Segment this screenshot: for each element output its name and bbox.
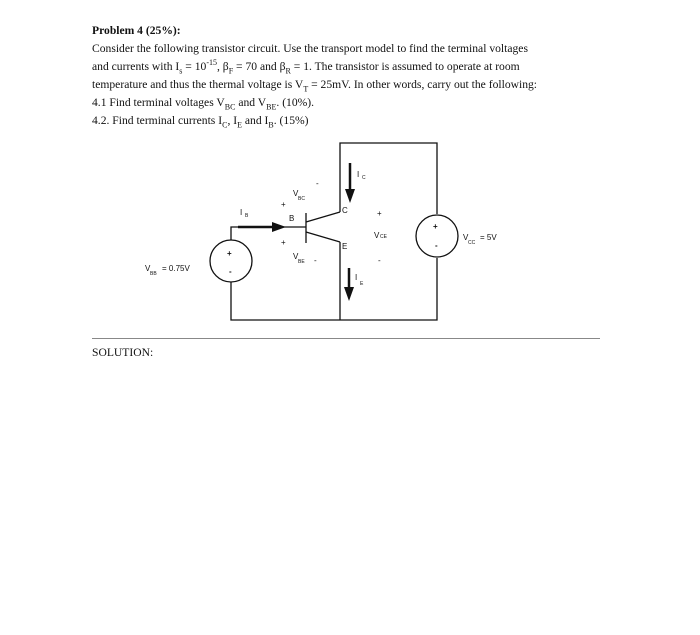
vbb-sub: BB [150, 271, 157, 277]
vcc-value: = 5V [480, 233, 497, 242]
vbc-minus: - [316, 179, 319, 188]
vbb-label: V [145, 264, 151, 273]
problem-title: Problem 4 (25%): [92, 24, 181, 37]
node-e-label: E [342, 242, 348, 251]
vcc-sub: CC [468, 240, 476, 246]
node-c-label: C [342, 206, 348, 215]
wire-collector-top [340, 143, 437, 214]
wire-vcc-bottom [231, 258, 437, 320]
vbe-sub: BE [298, 259, 305, 265]
problem-line-1: Consider the following transistor circuit. Use the transport model to find the terminal voltages [92, 42, 528, 55]
transistor-collector-lead [306, 212, 340, 222]
vbc-label: V [293, 189, 299, 198]
ic-label: I [357, 170, 360, 179]
transistor-emitter-lead [306, 232, 340, 242]
problem-line-2: and currents with $I_s = 10^{-15}$, $\beta_F = 70$ and $\beta_R = 1$. The transistor is assumed to operate at room [92, 58, 520, 76]
vbc-plus: + [281, 200, 286, 209]
vcc-label: V [463, 233, 469, 242]
vce-label: V [374, 231, 380, 240]
vbb-plus: + [227, 249, 232, 258]
vbc-sub: BC [298, 196, 305, 202]
vce-sub: CE [380, 234, 387, 240]
ic-sub: C [362, 175, 366, 181]
vcc-minus: - [435, 241, 438, 250]
vce-plus: + [377, 209, 382, 218]
section-divider [92, 338, 600, 339]
ib-sub: B [245, 213, 249, 219]
solution-label: SOLUTION: [92, 346, 154, 359]
vbb-value: = 0.75V [162, 264, 190, 273]
node-b-label: B [289, 214, 295, 223]
task-4-2: 4.2. Find terminal currents $I_C$, $I_E$ and $I_B$. (15%) [92, 114, 309, 130]
vbe-minus: - [314, 256, 317, 265]
ib-label: I [240, 208, 243, 217]
vcc-plus: + [433, 222, 438, 231]
vce-minus: - [378, 256, 381, 265]
vbb-minus: - [229, 267, 232, 276]
vbe-label: V [293, 252, 299, 261]
ic-arrow-head [345, 189, 355, 203]
task-4-1: 4.1 Find terminal voltages $V_{BC}$ and $V_{BE}$. (10%). [92, 96, 315, 112]
ie-arrow-head [344, 287, 354, 301]
vbe-plus: + [281, 238, 286, 247]
problem-line-3: temperature and thus the thermal voltage is $V_T = 25mV$. In other words, carry out the following: [92, 78, 538, 94]
ie-sub: E [360, 281, 364, 287]
ie-label: I [355, 273, 358, 282]
ib-arrow-head [272, 222, 286, 232]
wire-vbb-top [231, 227, 306, 240]
